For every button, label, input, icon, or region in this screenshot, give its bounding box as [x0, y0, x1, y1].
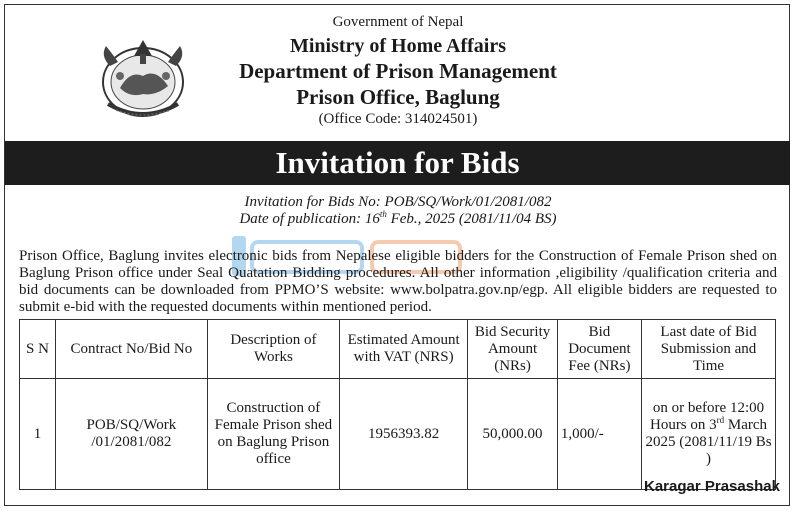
department-name: Department of Prison Management — [239, 59, 557, 83]
cell-sn: 1 — [20, 379, 56, 490]
header-contract-no: Contract No/Bid No — [55, 320, 207, 379]
table-row — [20, 379, 776, 490]
ministry-name: Ministry of Home Affairs — [289, 35, 507, 57]
office-name: Prison Office, Baglung — [296, 85, 500, 109]
header-doc-fee: Bid Document Fee (NRs) — [557, 320, 641, 379]
cell-bid-security: 50,000.00 — [468, 379, 558, 490]
signature: Karagar Prasashak — [644, 478, 780, 495]
cell-contract-no: POB/SQ/Work /01/2081/082 — [55, 379, 207, 490]
government-name: Government of Nepal — [332, 14, 464, 30]
header-deadline: Last date of Bid Submission and Time — [642, 320, 776, 379]
publication-date: Date of publication: 16th Feb., 2025 (2081/11/04 BS) — [239, 209, 557, 227]
header-description: Description of Works — [207, 320, 339, 379]
office-code: (Office Code: 314024501) — [318, 111, 478, 127]
bid-number: Invitation for Bids No: POB/SQ/Work/01/2081/082 — [244, 194, 552, 210]
cell-estimated-amount: 1956393.82 — [340, 379, 468, 490]
invitation-details — [0, 194, 796, 228]
table-header-row — [20, 320, 776, 379]
header-estimated-amount: Estimated Amount with VAT (NRS) — [340, 320, 468, 379]
header-bid-security: Bid Security Amount (NRs) — [468, 320, 558, 379]
page-title: Invitation for Bids — [5, 141, 790, 185]
cell-description: Construction of Female Prison shed on Baglung Prison office — [207, 379, 339, 490]
invitation-paragraph: Prison Office, Baglung invites electronic bids from Nepalese eligible bidders for the Construction of Female Prison shed on Baglung Prison office under Seal Quatation Bidding procedures. All other information ,eligibility /qualification criteria and bid documents can be downloaded from PPMO’S website: www.bolpatra.gov.np/egp. All eligible bidders are requested to submit e-bid with the requested documents within mentioned period. — [19, 248, 777, 315]
cell-doc-fee: 1,000/- — [557, 379, 641, 490]
bids-table — [19, 319, 776, 490]
header-sn: S N — [20, 320, 56, 379]
letterhead — [0, 10, 796, 128]
cell-deadline: on or before 12:00 Hours on 3rd March 2025 (2081/11/19 Bs ) — [642, 379, 776, 490]
